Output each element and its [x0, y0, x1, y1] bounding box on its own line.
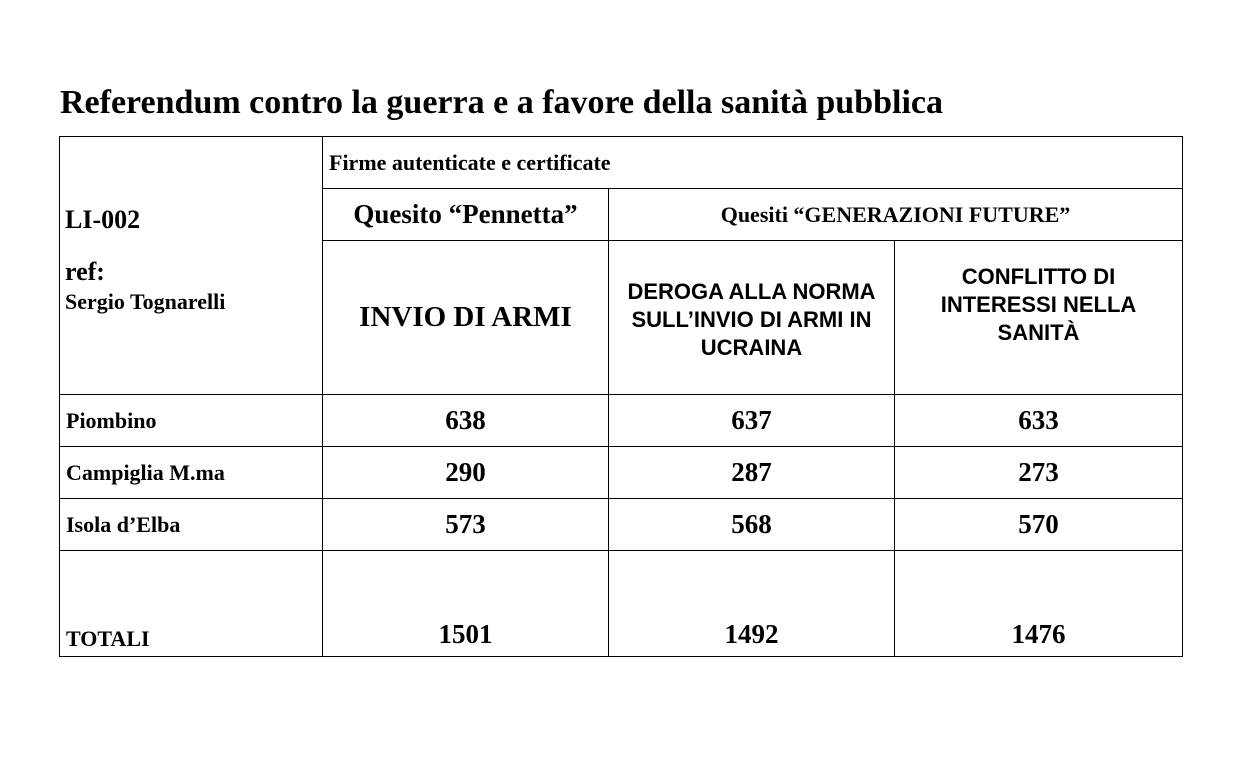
table-row	[60, 395, 1183, 447]
count-cell: 290	[323, 447, 609, 499]
place-name: Piombino	[60, 395, 323, 447]
question-header-deroga: DEROGA ALLA NORMA SULL’INVIO DI ARMI IN UCRAINA	[609, 241, 895, 395]
question-header-conflitto: CONFLITTO DI INTERESSI NELLA SANITÀ	[895, 241, 1183, 395]
totals-row	[60, 551, 1183, 657]
referent-cell	[60, 137, 323, 395]
form-id: LI-002	[65, 205, 141, 234]
ref-label: ref:	[65, 257, 105, 286]
group-header-pennetta: Quesito “Pennetta”	[323, 189, 609, 241]
header-row-firme	[60, 137, 1183, 189]
count-cell: 570	[895, 499, 1183, 551]
count-cell: 568	[609, 499, 895, 551]
count-cell: 638	[323, 395, 609, 447]
referent-name: Sergio Tognarelli	[65, 289, 226, 314]
document-title: Referendum contro la guerra e a favore della sanità pubblica	[60, 84, 944, 121]
place-name: Campiglia M.ma	[60, 447, 323, 499]
count-cell: 287	[609, 447, 895, 499]
count-cell: 573	[323, 499, 609, 551]
group-header-generazioni: Quesiti “GENERAZIONI FUTURE”	[609, 189, 1183, 241]
count-cell: 633	[895, 395, 1183, 447]
table-row	[60, 499, 1183, 551]
total-cell: 1501	[323, 551, 609, 657]
question-header-invio-armi: INVIO DI ARMI	[323, 241, 609, 395]
total-cell: 1492	[609, 551, 895, 657]
table-row	[60, 447, 1183, 499]
place-name: Isola d’Elba	[60, 499, 323, 551]
count-cell: 273	[895, 447, 1183, 499]
total-cell: 1476	[895, 551, 1183, 657]
totals-label: TOTALI	[60, 551, 323, 657]
firme-header: Firme autenticate e certificate	[323, 137, 1183, 189]
signatures-table	[59, 136, 1183, 657]
count-cell: 637	[609, 395, 895, 447]
